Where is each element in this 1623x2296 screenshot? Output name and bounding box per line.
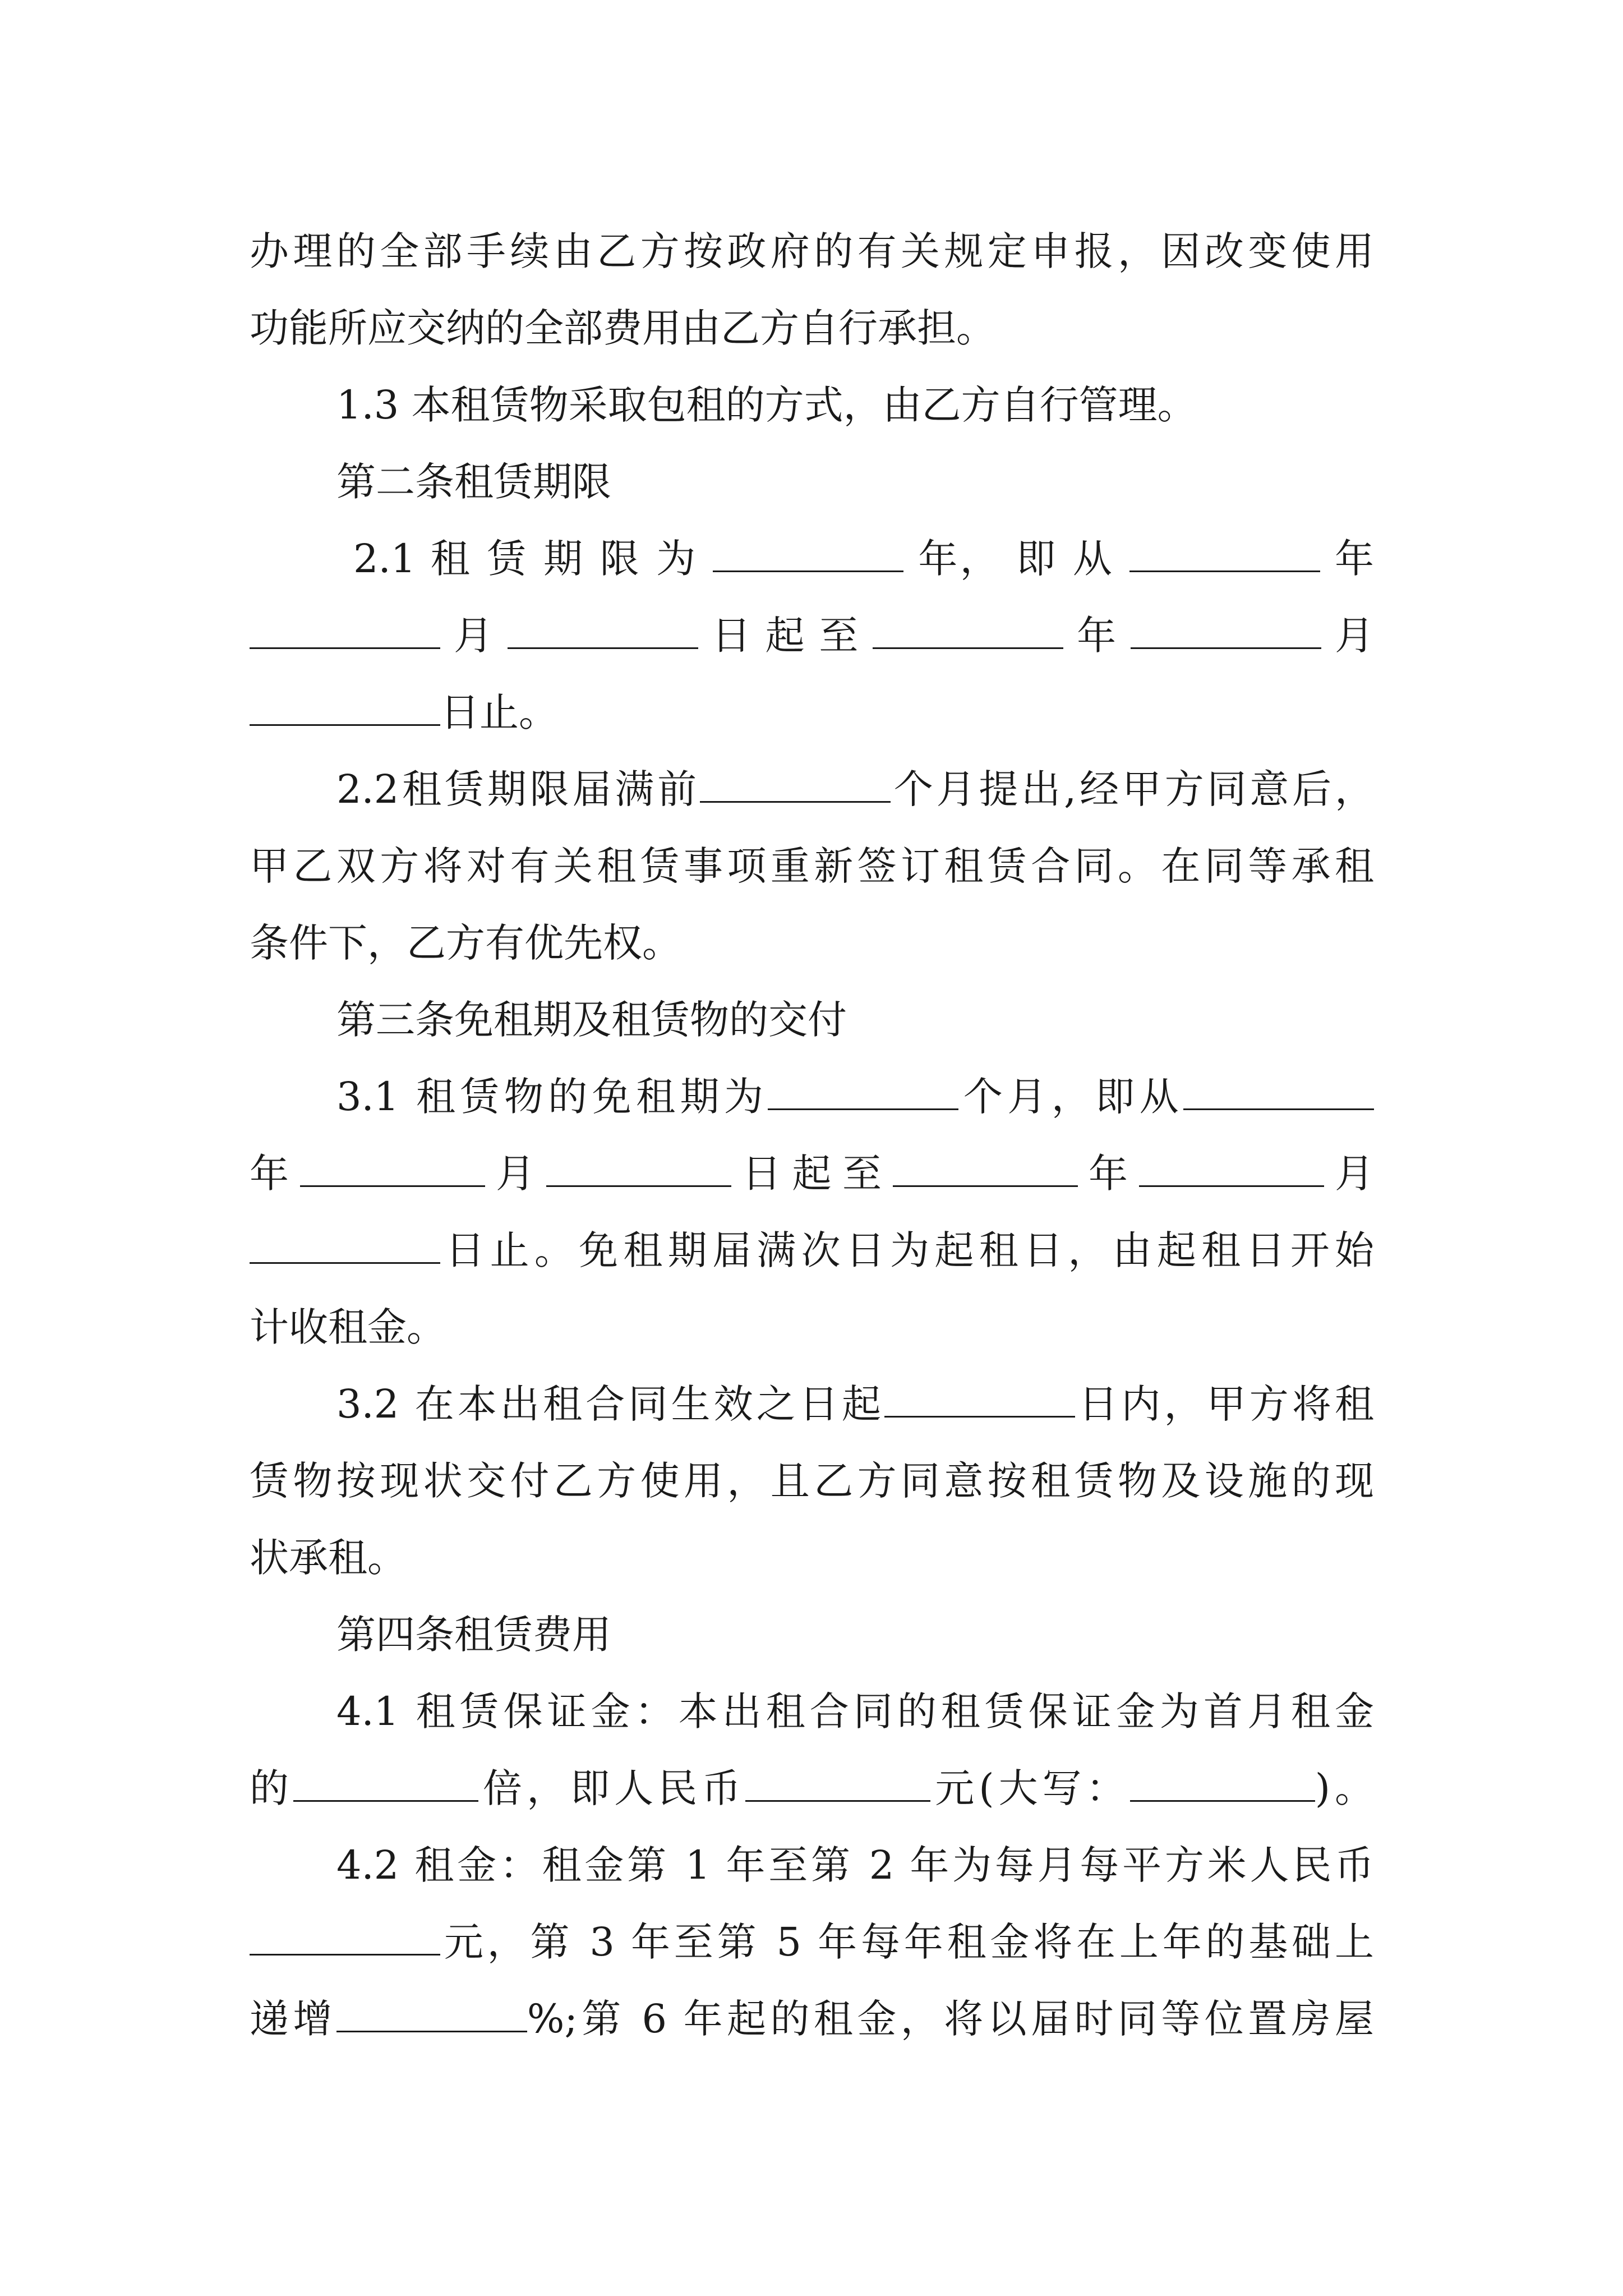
text-line: 甲乙双方将对有关租赁事项重新签订租赁合同。在同等承租 <box>250 843 1374 889</box>
blank-line[interactable] <box>293 1766 478 1802</box>
clause-4-2: 4.2 租金：租金第 1 年至第 2 年为每月每平方米人民币 <box>336 1842 1374 1888</box>
text-line: 年 月 日起至 年 月 <box>250 1151 1374 1197</box>
text-line: 的 倍，即人民币 元(大写： )。 <box>250 1765 1375 1811</box>
blank-line[interactable] <box>1183 1075 1374 1110</box>
clause-2-1: 2.1 租 赁 期 限 为 年， 即 从 年 <box>353 536 1374 582</box>
blank-line[interactable] <box>250 614 440 649</box>
document-page <box>250 213 1374 2058</box>
clause-2-2: 2.2租赁期限届满前 个月提出,经甲方同意后， <box>336 766 1374 812</box>
text-line: 功能所应交纳的全部费用由乙方自行承担。 <box>250 305 995 351</box>
blank-line[interactable] <box>893 1152 1078 1187</box>
text-line: 计收租金。 <box>250 1304 446 1350</box>
blank-line[interactable] <box>300 1152 485 1187</box>
blank-line[interactable] <box>250 1920 440 1955</box>
text-line: 状承租。 <box>250 1535 407 1581</box>
blank-line[interactable] <box>700 767 891 803</box>
clause-3-2: 3.2 在本出租合同生效之日起 日内，甲方将租 <box>336 1381 1375 1427</box>
article-2-heading: 第二条租赁期限 <box>336 459 611 505</box>
blank-line[interactable] <box>745 1766 930 1802</box>
text-line: 递增 %;第 6 年起的租金，将以届时同等位置房屋 <box>250 1996 1374 2042</box>
blank-line[interactable] <box>1139 1152 1324 1187</box>
blank-line[interactable] <box>713 537 903 572</box>
clause-1-3: 1.3 本租赁物采取包租的方式，由乙方自行管理。 <box>336 382 1197 428</box>
text-line: 赁物按现状交付乙方使用，且乙方同意按租赁物及设施的现 <box>250 1458 1374 1504</box>
blank-line[interactable] <box>336 1997 527 2032</box>
text-line: 元，第 3 年至第 5 年每年租金将在上年的基础上 <box>250 1904 1374 1981</box>
blank-line[interactable] <box>1130 1766 1315 1802</box>
article-3-heading: 第三条免租期及租赁物的交付 <box>336 997 847 1043</box>
blank-line[interactable] <box>884 1382 1075 1418</box>
blank-line[interactable] <box>546 1152 731 1187</box>
blank-line[interactable] <box>250 1228 440 1264</box>
text-line: 办理的全部手续由乙方按政府的有关规定申报，因改变使用 <box>250 228 1374 274</box>
blank-line[interactable] <box>768 1075 958 1110</box>
blank-line[interactable] <box>1131 614 1321 649</box>
clause-4-1: 4.1 租赁保证金：本出租合同的租赁保证金为首月租金 <box>336 1688 1374 1734</box>
blank-line[interactable] <box>873 614 1063 649</box>
blank-line[interactable] <box>250 691 440 726</box>
text-line: 月 日 起 至 年 月 <box>250 597 1374 674</box>
blank-line[interactable] <box>508 614 698 649</box>
text-line: 条件下，乙方有优先权。 <box>250 920 681 966</box>
article-4-heading: 第四条租赁费用 <box>336 1612 611 1658</box>
clause-3-1: 3.1 租赁物的免租期为 个月，即从 <box>250 1059 1374 1135</box>
text-line: 日止。 <box>250 674 1374 751</box>
blank-line[interactable] <box>1129 537 1320 572</box>
text-line: 日止。免租期届满次日为起租日，由起租日开始 <box>250 1212 1374 1289</box>
